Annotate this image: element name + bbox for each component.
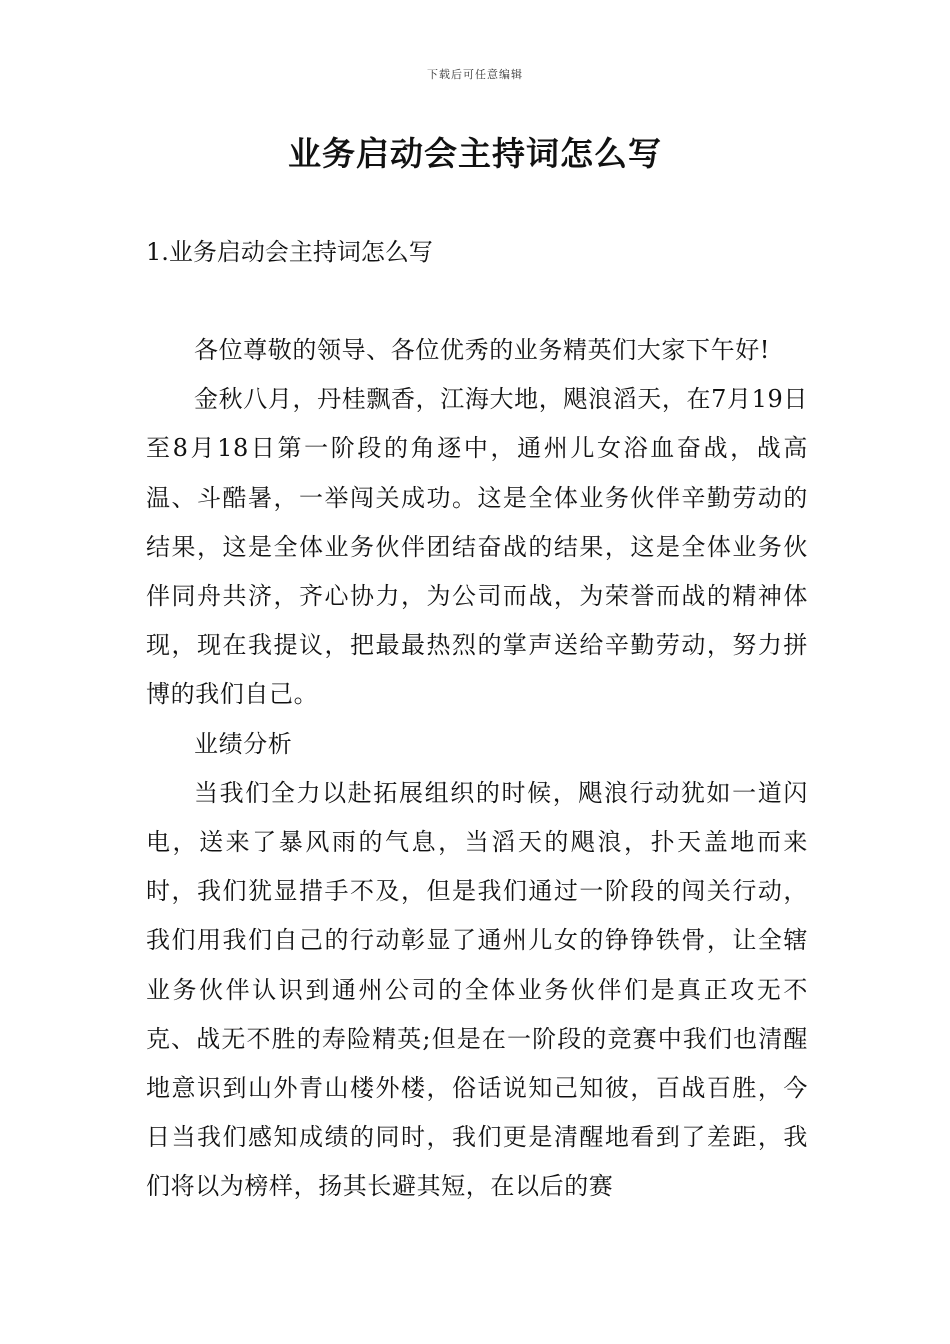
paragraph-analysis: 当我们全力以赴拓展组织的时候，飓浪行动犹如一道闪电，送来了暴风雨的气息，当滔天的飓浪，扑天盖地而来时，我们犹显措手不及，但是我们通过一阶段的闯关行动，我们用我们自己的行动彰显了通州儿女的铮铮铁骨，让全辖业务伙伴认识到通州公司的全体业务伙伴们是真正攻无不克、战无不胜的寿险精英;但是在一阶段的竞赛中我们也清醒地意识到山外青山楼外楼，俗话说知己知彼，百战百胜，今日当我们感知成绩的同时，我们更是清醒地看到了差距，我们将以为榜样，扬其长避其短，在以后的赛 xyxy=(146,778,808,1201)
header-note: 下载后可任意编辑 xyxy=(427,68,523,81)
paragraph-intro: 金秋八月，丹桂飘香，江海大地，飓浪滔天，在7月19日至8月18日第一阶段的角逐中，通州儿女浴血奋战，战高温、斗酷暑，一举闯关成功。这是全体业务伙伴辛勤劳动的结果，这是全体业务伙伴团结奋战的结果，这是全体业务伙伴同舟共济，齐心协力，为公司而战，为荣誉而战的精神体现，现在我提议，把最最热烈的掌声送给辛勤劳动，努力拼博的我们自己。 xyxy=(146,385,808,709)
paragraph-greeting: 各位尊敬的领导、各位优秀的业务精英们大家下午好! xyxy=(194,336,771,364)
section-heading: 1.业务启动会主持词怎么写 xyxy=(146,238,433,266)
document-body xyxy=(146,326,808,1212)
subheading-performance-analysis: 业绩分析 xyxy=(194,729,293,758)
document-title: 业务启动会主持词怎么写 xyxy=(288,134,662,173)
